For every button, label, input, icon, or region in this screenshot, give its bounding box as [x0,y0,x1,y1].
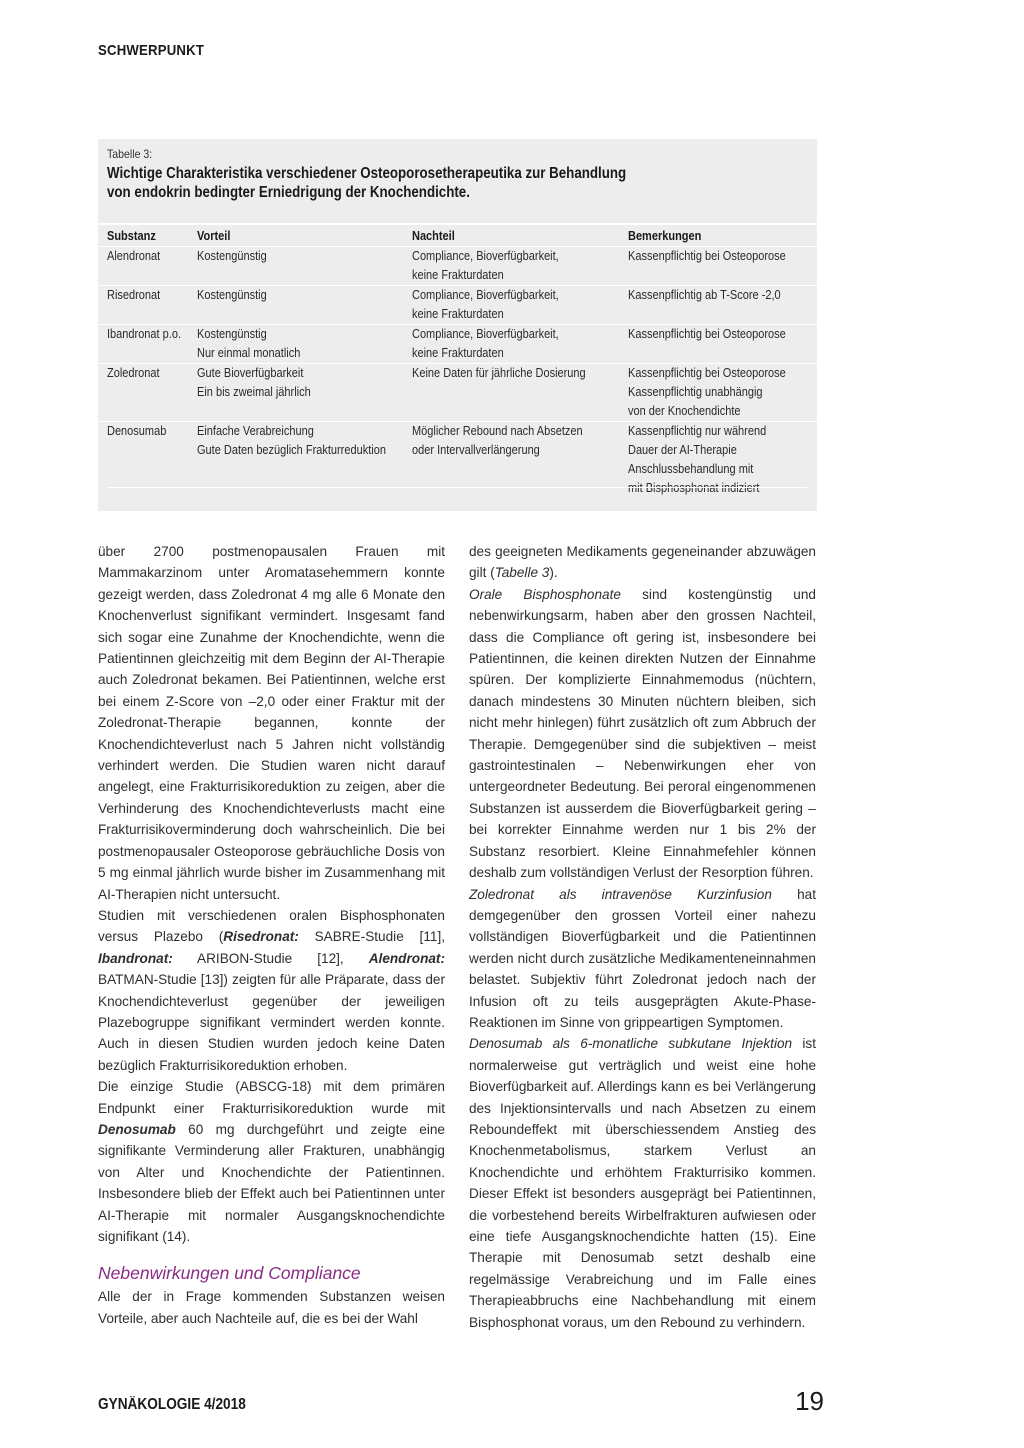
table-title-line-2: von endokrin bedingter Erniedrigung der Knochendichte. [107,184,470,201]
table-caption: Tabelle 3: [107,147,153,161]
paragraph: Alle der in Frage kommenden Substanzen weisen Vorteile, aber auch Nachteile auf, die es bei der Wahl [98,1289,445,1326]
cell-bemerkungen: Kassenpflichtig bei Osteoporose [628,325,817,364]
text-column-right [469,541,816,1333]
table-data [98,223,817,498]
table-title [107,164,795,202]
table-row [98,325,817,364]
paragraph: des geeigneten Medikaments gegeneinander abzuwägen gilt (Tabelle 3). [469,544,816,581]
column-header-bemerkungen: Bemerkungen [628,224,817,247]
table-bottom-rule [107,487,807,488]
paragraph: Die einzige Studie (ABSCG-18) mit dem primären Endpunkt einer Frakturrisikoreduktion wurde mit Denosumab 60 mg durchgeführt und zeigte eine signifikante Verminderung aller Frakturen, unabhängig von Alter und Knochendichte der Patientinnen. Insbesondere blieb der Effekt auch bei Patientinnen unter AI-Therapie mit normaler Ausgangsknochendichte signifikant (14). [98,1079,445,1244]
cell-substanz: Ibandronat p.o. [98,325,197,364]
paragraph: Orale Bisphosphonate sind kostengünstig und nebenwirkungsarm, haben aber den grossen Nachteil, dass die Compliance oft gering ist, insbesondere bei Patientinnen, die keinen direkten Nutzen der Einnahme spüren. Der komplizierte Einnahmemodus (nüchtern, danach mindestens 30 Minuten nüchtern bleiben, sich nicht mehr hinlegen) führt zusätzlich oft zum Abbruch der Therapie. Demgegenüber sind die subjektiven – meist gastrointestinalen – Nebenwirkungen eher von untergeordneter Bedeutung. Bei peroral eingenommenen Substanzen ist ausserdem die Bioverfügbarkeit gering – bei korrekter Einnahme werden nur 1 bis 2% der Substanz resorbiert. Kleine Einnahmefehler können deshalb zum vollständigen Verlust der Resorption führen. [469,586,816,881]
cell-substanz: Alendronat [98,247,197,286]
table-title-line-1: Wichtige Charakteristika verschiedener Osteoporosetherapeutika zur Behandlung [107,165,627,182]
section-header: SCHWERPUNKT [98,42,205,59]
cell-substanz: Zoledronat [98,364,197,422]
paragraph: Zoledronat als intravenöse Kurzinfusion hat demgegenüber den grossen Vorteil einer nahezu vollständigen Bioverfügbarkeit und die Patientinnen werden nicht durch zusätzliche Medikamenteneinnahmen belastet. Subjektiv führt Zoledronat jedoch nach der Infusion oft zu teils ausgeprägten Akute-Phase-Reaktionen im Sinne von grippeartigen Symptomen. [469,886,816,1030]
cell-nachteil: Möglicher Rebound nach Absetzen oder Intervallverlängerung [412,422,629,499]
cell-nachteil: Compliance, Bioverfügbarkeit, keine Frakturdaten [412,286,629,325]
journal-footer: GYNÄKOLOGIE 4/2018 [98,1396,246,1413]
cell-vorteil: Gute Bioverfügbarkeit Ein bis zweimal jährlich [197,364,412,422]
cell-bemerkungen: Kassenpflichtig nur während Dauer der AI-Therapie Anschlussbehandlung mit mit Bisphosphonat indiziert [628,422,817,499]
cell-vorteil: Kostengünstig [197,286,412,325]
page-number: 19 [795,1386,824,1416]
cell-vorteil: Einfache Verabreichung Gute Daten bezüglich Frakturreduktion [197,422,412,499]
column-header-vorteil: Vorteil [197,224,412,247]
table-reference: Tabelle 3 [494,565,550,581]
cell-nachteil: Compliance, Bioverfügbarkeit, keine Frakturdaten [412,325,629,364]
cell-bemerkungen: Kassenpflichtig bei Osteoporose Kassenpflichtig unabhängig von der Knochendichte [628,364,817,422]
cell-bemerkungen: Kassenpflichtig ab T-Score -2,0 [628,286,817,325]
column-header-nachteil: Nachteil [412,224,629,247]
section-heading: Nebenwirkungen und Compliance [98,1263,361,1284]
cell-substanz: Denosumab [98,422,197,499]
table-row [98,286,817,325]
table-3 [98,139,817,511]
cell-vorteil: Kostengünstig Nur einmal monatlich [197,325,412,364]
paragraph: Studien mit verschiedenen oralen Bisphosphonaten versus Plazebo (Risedronat: SABRE-Studie [11], Ibandronat: ARIBON-Studie [12], Alendronat: BATMAN-Studie [13]) zeigten für alle Präparate, dass der Knochendichteverlust gegenüber der jeweiligen Plazebogruppe signifikant vermindert werden konnte. Auch in diesen Studien wurden jedoch keine Daten bezüglich Frakturrisikoreduktion erhoben. [98,907,445,1073]
column-header-substanz: Substanz [98,224,197,247]
cell-bemerkungen: Kassenpflichtig bei Osteoporose [628,247,817,286]
cell-vorteil: Kostengünstig [197,247,412,286]
paragraph: Denosumab als 6-monatliche subkutane Injektion ist normalerweise gut verträglich und weist eine hohe Bioverfügbarkeit auf. Allerdings kann es bei Verlängerung des Injektionsintervalls und nach Absetzen zu einem Reboundeffekt mit überschiessendem Anstieg des Knochenmetabolismus, starkem Verlust an Knochendichte und erhöhtem Frakturrisiko kommen. Dieser Effekt ist besonders ausgeprägt bei Patientinnen, die vorbestehend bereits Wirbelfrakturen aufwiesen oder eine tiefe Ausgangsknochendichte hatten (15). Eine Therapie mit Denosumab setzt deshalb eine regelmässige Verabreichung und im Falle eines Therapieabbruchs eine Nachbehandlung mit einem Bisphosphonat voraus, um den Rebound zu verhindern. [469,1036,816,1330]
text-column-left [98,541,445,1329]
cell-substanz: Risedronat [98,286,197,325]
table-row [98,247,817,286]
cell-nachteil: Compliance, Bioverfügbarkeit, keine Frakturdaten [412,247,629,286]
table-row [98,364,817,422]
table-header-row [98,224,817,247]
paragraph: über 2700 postmenopausalen Frauen mit Mammakarzinom unter Aromatasehemmern konnte gezeigt werden, dass Zoledronat 4 mg alle 6 Monate den Knochenverlust signifikant vermindert. Insgesamt fand sich sogar eine Zunahme der Knochendichte, wenn die Patientinnen gleichzeitig mit dem Beginn der AI-Therapie auch Zoledronat bekamen. Bei Patientinnen, welche erst bei einem Z-Score von –2,0 oder einer Fraktur mit der Zoledronat-Therapie begannen, konnte der Knochendichteverlust nach 5 Jahren nicht vollständig verhindert werden. Die Studien waren nicht darauf angelegt, eine Frakturrisikoreduktion zu zeigen, aber die Verhinderung des Knochendichteverlusts macht eine Frakturrisikoverminderung doch wahrscheinlich. Die bei postmenopausaler Osteoporose gebräuchliche Dosis von 5 mg einmal jährlich wurde bisher im Zusammenhang mit AI-Therapien nicht untersucht. [98,544,445,902]
cell-nachteil: Keine Daten für jährliche Dosierung [412,364,629,422]
